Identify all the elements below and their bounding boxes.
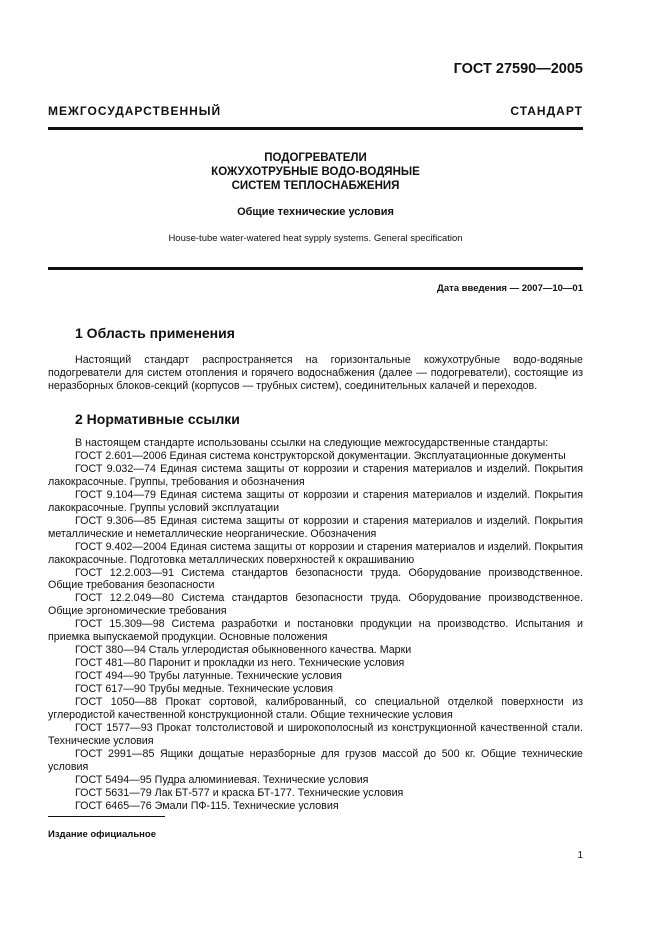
reference-item: ГОСТ 9.306—85 Единая система защиты от коррозии и старения материалов и изделий. Покрытия металлические и неметаллические неорганические. Обозначения xyxy=(48,514,583,540)
reference-item: ГОСТ 1050—88 Прокат сортовой, калиброванный, со специальной отделкой поверхности из углеродистой качественной конструкционной стали. Общие технические условия xyxy=(48,696,583,722)
edition-label: Издание официальное xyxy=(48,829,156,840)
title-line-2: КОЖУХОТРУБНЫЕ ВОДО-ВОДЯНЫЕ xyxy=(211,166,420,178)
reference-item: ГОСТ 15.309—98 Система разработки и постановки продукции на производство. Испытания и приемка выпускаемой продукции. Основные положения xyxy=(48,618,583,644)
reference-item: ГОСТ 380—94 Сталь углеродистая обыкновенного качества. Марки xyxy=(75,644,412,657)
reference-item: ГОСТ 5631—79 Лак БТ-577 и краска БТ-177. Технические условия xyxy=(75,786,404,799)
reference-item: ГОСТ 5494—95 Пудра алюминиевая. Технические условия xyxy=(75,773,369,786)
paragraph: Настоящий стандарт распространяется на горизонтальные кожухотрубные водо-водяные подогреватели для систем отопления и горячего водоснабжения (далее — подогреватели), состоящие из неразборных блоков-секций (корпусов — трубных систем), соединительных калачей и переходов. xyxy=(48,354,583,392)
title-line-3: СИСТЕМ ТЕПЛОСНАБЖЕНИЯ xyxy=(231,180,400,192)
english-title: House-tube water-watered heat sypply systems. General specification xyxy=(168,233,463,244)
title-rule xyxy=(48,267,583,270)
document-code: ГОСТ 27590—2005 xyxy=(453,61,583,77)
reference-item: ГОСТ 1577—93 Прокат толстолистовой и широкополосный из конструкционной качественной стали. Технические условия xyxy=(48,721,583,747)
reference-item: ГОСТ 12.2.049—80 Система стандартов безопасности труда. Оборудование производственное. Общие эргономические требования xyxy=(48,592,583,618)
introduction-date: Дата введения — 2007—10—01 xyxy=(437,283,583,294)
document-subtitle: Общие технические условия xyxy=(237,206,394,218)
section-references-body xyxy=(48,437,583,813)
reference-item: ГОСТ 481—80 Паронит и прокладки из него. Технические условия xyxy=(75,657,405,670)
document-title xyxy=(48,151,583,193)
page-number: 1 xyxy=(577,850,583,861)
reference-item: ГОСТ 617—90 Трубы медные. Технические условия xyxy=(75,683,334,696)
reference-item: ГОСТ 6465—76 Эмали ПФ-115. Технические условия xyxy=(75,799,339,812)
reference-intro: В настоящем стандарте использованы ссылки на следующие межгосударственные стандарты: xyxy=(75,437,549,449)
reference-item: ГОСТ 2991—85 Ящики дощатые неразборные для грузов массой до 500 кг. Общие технические условия xyxy=(48,747,583,773)
reference-item: ГОСТ 12.2.003—91 Система стандартов безопасности труда. Оборудование производственное. Общие требования безопасности xyxy=(48,566,583,592)
reference-item: ГОСТ 9.402—2004 Единая система защиты от коррозии и старения материалов и изделий. Покрытия лакокрасочные. Подготовка металлических поверхностей к окрашиванию xyxy=(48,540,583,566)
header-rule xyxy=(48,127,583,130)
footer-rule xyxy=(48,816,165,817)
interstate-standard-label: МЕЖГОСУДАРСТВЕННЫЙ СТАНДАРТ xyxy=(48,104,583,118)
section-heading-scope: 1 Область применения xyxy=(75,325,235,341)
reference-item: ГОСТ 9.104—79 Единая система защиты от коррозии и старения материалов и изделий. Покрытия лакокрасочные. Группы условий эксплуатации xyxy=(48,488,583,514)
section-scope-body xyxy=(48,354,583,393)
reference-item: ГОСТ 2.601—2006 Единая система конструкторской документации. Эксплуатационные документы xyxy=(75,449,566,462)
reference-item: ГОСТ 494—90 Трубы латунные. Технические условия xyxy=(75,670,342,683)
reference-item: ГОСТ 9.032—74 Единая система защиты от коррозии и старения материалов и изделий. Покрытия лакокрасочные. Группы, требования и обозначения xyxy=(48,462,583,488)
section-heading-references: 2 Нормативные ссылки xyxy=(75,411,240,427)
title-line-1: ПОДОГРЕВАТЕЛИ xyxy=(264,152,367,164)
